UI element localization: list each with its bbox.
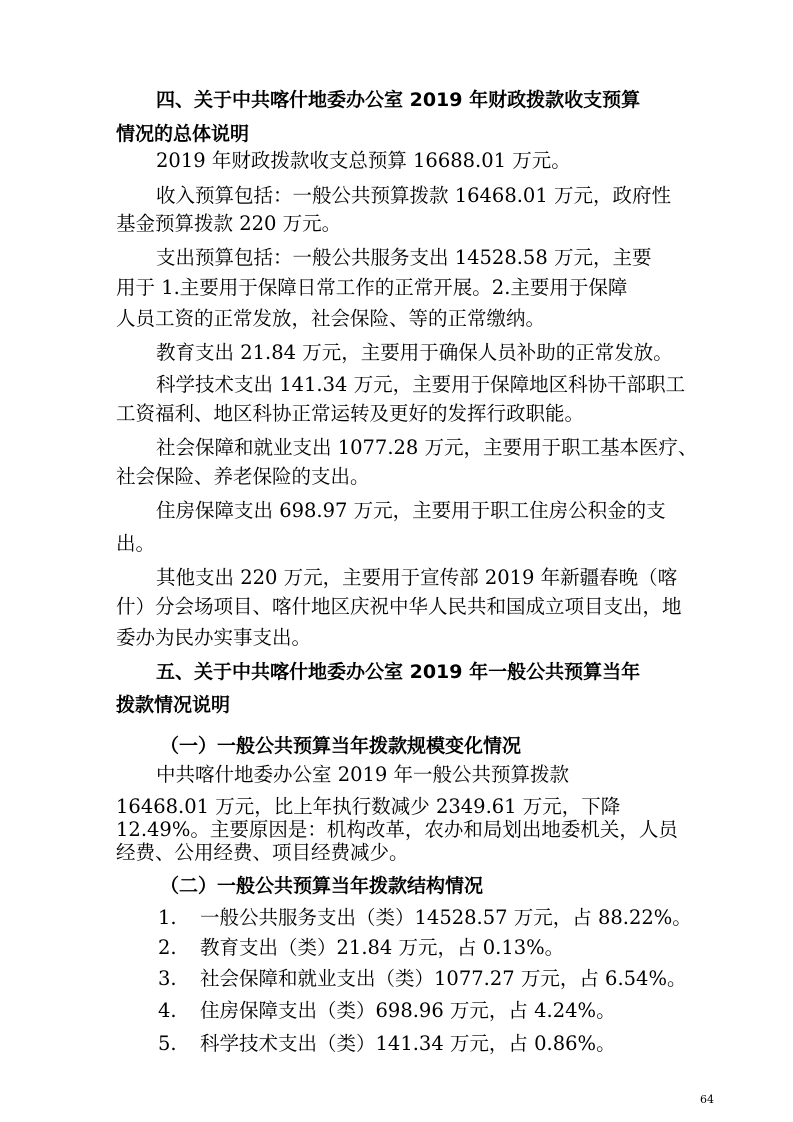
sub2-heading: （二）一般公共预算当年拨款结构情况	[160, 875, 484, 897]
expense-line3: 人员工资的正常发放，社会保险、等的正常缴纳。	[116, 307, 546, 330]
social-line1: 社会保障和就业支出 1077.28 万元，主要用于职工基本医疗、	[156, 436, 698, 459]
sub1-line2: 16468.01 万元，比上年执行数减少 2349.61 万元，下降	[116, 795, 621, 818]
list-item-text: 住房保障支出（类）698.96 万元，占 4.24%。	[200, 999, 616, 1022]
income-line1: 收入预算包括：一般公共预算拨款 16468.01 万元，政府性	[156, 184, 671, 207]
other-line2: 什）分会场项目、喀什地区庆祝中华人民共和国成立项目支出，地	[116, 595, 682, 618]
list-item-number: 4.	[158, 999, 177, 1022]
education-line: 教育支出 21.84 万元，主要用于确保人员补助的正常发放。	[156, 341, 673, 364]
science-line2: 工资福利、地区科协正常运转及更好的发挥行政职能。	[116, 402, 585, 425]
sub1-line1: 中共喀什地委办公室 2019 年一般公共预算拨款	[156, 763, 570, 786]
science-line1: 科学技术支出 141.34 万元，主要用于保障地区科协干部职工	[156, 373, 686, 396]
other-line1: 其他支出 220 万元，主要用于宣传部 2019 年新疆春晚（喀	[156, 566, 678, 589]
list-item-number: 3.	[158, 967, 177, 990]
section5-heading-line2: 拨款情况说明	[116, 694, 231, 716]
section4-total: 2019 年财政拨款收支总预算 16688.01 万元。	[156, 149, 571, 172]
list-item-number: 2.	[158, 936, 177, 959]
sub1-line4: 经费、公用经费、项目经费减少。	[116, 841, 409, 864]
expense-line1: 支出预算包括：一般公共服务支出 14528.58 万元，主要	[156, 246, 652, 269]
housing-line1: 住房保障支出 698.97 万元，主要用于职工住房公积金的支	[156, 499, 666, 522]
social-line2: 社会保险、养老保险的支出。	[116, 465, 370, 488]
income-line2: 基金预算拨款 220 万元。	[116, 212, 342, 235]
list-item-number: 1.	[158, 906, 177, 929]
list-item-text: 社会保障和就业支出（类）1077.27 万元，占 6.54%。	[200, 967, 687, 990]
sub1-line3: 12.49%。主要原因是：机构改革，农办和局划出地委机关，人员	[116, 818, 678, 841]
list-item-text: 一般公共服务支出（类）14528.57 万元，占 88.22%。	[200, 906, 692, 929]
section5-heading-line1: 五、关于中共喀什地委办公室 2019 年一般公共预算当年	[156, 661, 641, 683]
other-line3: 委办为民办实事支出。	[116, 626, 312, 649]
list-item-text: 科学技术支出（类）141.34 万元，占 0.86%。	[200, 1032, 616, 1055]
list-item-number: 5.	[158, 1032, 177, 1055]
page-number: 64	[700, 1093, 714, 1106]
section4-heading-line1: 四、关于中共喀什地委办公室 2019 年财政拨款收支预算	[156, 89, 641, 111]
section4-heading-line2: 情况的总体说明	[116, 123, 250, 145]
list-item-text: 教育支出（类）21.84 万元，占 0.13%。	[200, 936, 565, 959]
sub1-heading: （一）一般公共预算当年拨款规模变化情况	[160, 735, 522, 757]
housing-line2: 出。	[116, 532, 156, 555]
expense-line2: 用于 1.主要用于保障日常工作的正常开展。2.主要用于保障	[116, 276, 628, 299]
